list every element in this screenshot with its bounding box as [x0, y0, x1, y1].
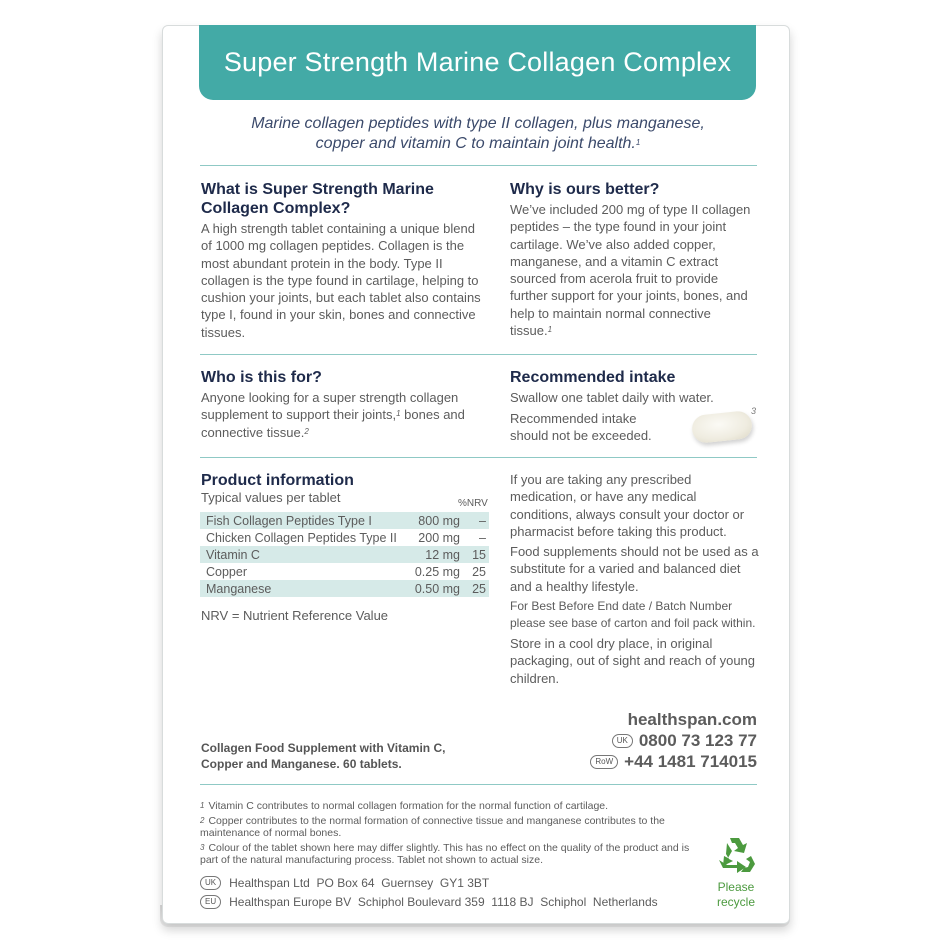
who-body-part1: Anyone looking for a super strength collagen supplement to support their joints, [201, 390, 459, 423]
what-heading-line2: Collagen Complex? [201, 200, 351, 217]
nutrient-nrv: 25 [472, 564, 486, 579]
tagline-line1: Marine collagen peptides with type II collagen, plus manganese, [251, 115, 705, 132]
table-row [200, 512, 489, 529]
uk-address-badge: UK [200, 876, 221, 890]
nutrient-amount: 0.25 mg [414, 564, 460, 579]
recycle-icon [713, 834, 759, 878]
medication-advice: If you are taking any prescribed medication, or have any medical conditions, always consult your doctor or pharmacist before taking this product. [510, 472, 745, 539]
footnote-1 [200, 800, 690, 812]
who-ref2: 2 [304, 426, 309, 436]
nutrient-nrv: – [479, 530, 486, 545]
who-ref1: 1 [396, 409, 401, 419]
intake-line2: Recommended intake should not be exceeded. [510, 411, 652, 444]
row-phone-number[interactable]: +44 1481 714015 [624, 752, 757, 771]
website-link[interactable]: healthspan.com [627, 710, 757, 729]
best-before-info: For Best Before End date / Batch Number please see base of carton and foil pack within. [510, 599, 756, 631]
tablet-ref: 3 [751, 406, 757, 416]
nutrient-name: Copper [206, 564, 247, 579]
intake-heading: Recommended intake [510, 369, 676, 386]
eu-address [200, 895, 658, 909]
nrv-note: NRV = Nutrient Reference Value [201, 608, 389, 623]
table-row [200, 529, 489, 546]
who-body-part2: bones and connective tissue. [201, 407, 465, 440]
uk-address [200, 876, 489, 890]
tagline-ref: 1 [635, 138, 641, 147]
uk-address-text: Healthspan Ltd PO Box 64 Guernsey GY1 3BT [229, 876, 490, 890]
nutrient-amount: 200 mg [418, 530, 460, 545]
recycle-line1: Please [717, 880, 755, 894]
nutrient-amount: 0.50 mg [411, 580, 462, 597]
nutrient-name: Chicken Collagen Peptides Type II [206, 530, 397, 545]
storage-advice: Store in a cool dry place, in original packaging, out of sight and reach of young children. [510, 636, 756, 686]
table-row [200, 546, 489, 563]
nutrient-nrv: – [462, 512, 489, 529]
nutrition-table [200, 512, 489, 597]
row-phone-line [590, 752, 757, 772]
eu-address-badge: EU [200, 895, 221, 909]
intake-line1: Swallow one tablet daily with water. [510, 390, 714, 405]
divider [200, 354, 757, 355]
eu-address-text: Healthspan Europe BV Schiphol Boulevard 359 1118 BJ Schiphol Netherlands [229, 895, 658, 909]
nrv-column-header: %NRV [458, 498, 488, 509]
divider [200, 784, 757, 785]
nutrient-name: Manganese [200, 580, 411, 597]
nutrient-amount: 800 mg [411, 512, 462, 529]
what-heading [201, 180, 491, 218]
who-heading: Who is this for? [201, 369, 322, 386]
footnote-text: Colour of the tablet shown here may differ slightly. This has no effect on the quality of the product and is part of the natural manufacturing process. Tablet not shown to actual size. [200, 842, 690, 866]
nutrient-amount: 12 mg [411, 546, 462, 563]
divider [200, 457, 757, 458]
supplement-advice: Food supplements should not be used as a substitute for a varied and balanced diet and a healthy lifestyle. [510, 544, 759, 594]
recycle-line2: recycle [716, 895, 755, 909]
why-body-text: We’ve included 200 mg of type II collagen peptides – the type found in your joint cartilage. We’ve also added copper, manganese, and a vitamin C extract sourced from acerola fruit to provide further support for your joints, bones, and help to maintain normal connective tissue. [510, 202, 751, 339]
table-row [200, 563, 489, 580]
row-label-badge: RoW [590, 755, 618, 769]
nutrient-nrv: 15 [462, 546, 489, 563]
footnote-3 [200, 842, 690, 866]
product-info-heading: Product information [201, 472, 354, 489]
product-info-subheading: Typical values per tablet [201, 490, 341, 505]
product-description-line2: Copper and Manganese. 60 tablets. [201, 757, 402, 771]
footnote-text: Vitamin C contributes to normal collagen formation for the normal function of cartilage. [208, 800, 609, 812]
uk-label-badge: UK [612, 734, 633, 748]
divider [200, 165, 757, 166]
product-description-line1: Collagen Food Supplement with Vitamin C, [201, 741, 446, 755]
tagline [200, 114, 756, 154]
footnote-number: 1 [200, 801, 205, 810]
why-body [510, 201, 755, 339]
footnote-2 [200, 815, 690, 839]
nutrient-name: Fish Collagen Peptides Type I [200, 512, 411, 529]
nutrient-name: Vitamin C [200, 546, 411, 563]
table-row [200, 580, 489, 597]
uk-phone-number[interactable]: 0800 73 123 77 [638, 731, 757, 750]
footnote-text: Copper contributes to the normal formation of connective tissue and manganese contributes to the maintenance of normal bones. [200, 815, 665, 839]
tagline-line2: copper and vitamin C to maintain joint health. [315, 135, 636, 152]
footnote-number: 3 [200, 843, 205, 852]
product-title: Super Strength Marine Collagen Complex [199, 25, 756, 100]
why-heading: Why is ours better? [510, 181, 660, 198]
footnote-number: 2 [200, 816, 205, 825]
who-body [201, 389, 486, 441]
recycle-label [706, 880, 766, 910]
uk-phone-line [612, 731, 757, 751]
why-ref: 1 [547, 325, 553, 335]
nutrient-nrv: 25 [462, 580, 489, 597]
product-description [201, 740, 445, 772]
what-heading-line1: What is Super Strength Marine [201, 181, 434, 198]
what-body: A high strength tablet containing a unique blend of 1000 mg collagen peptides. Collagen is the most abundant protein in the body. Type II collagen is the type found in cartilage, helping to cushion your joints, but each tablet also contains type I, found in your skin, bones and connective tissues. [201, 221, 481, 340]
